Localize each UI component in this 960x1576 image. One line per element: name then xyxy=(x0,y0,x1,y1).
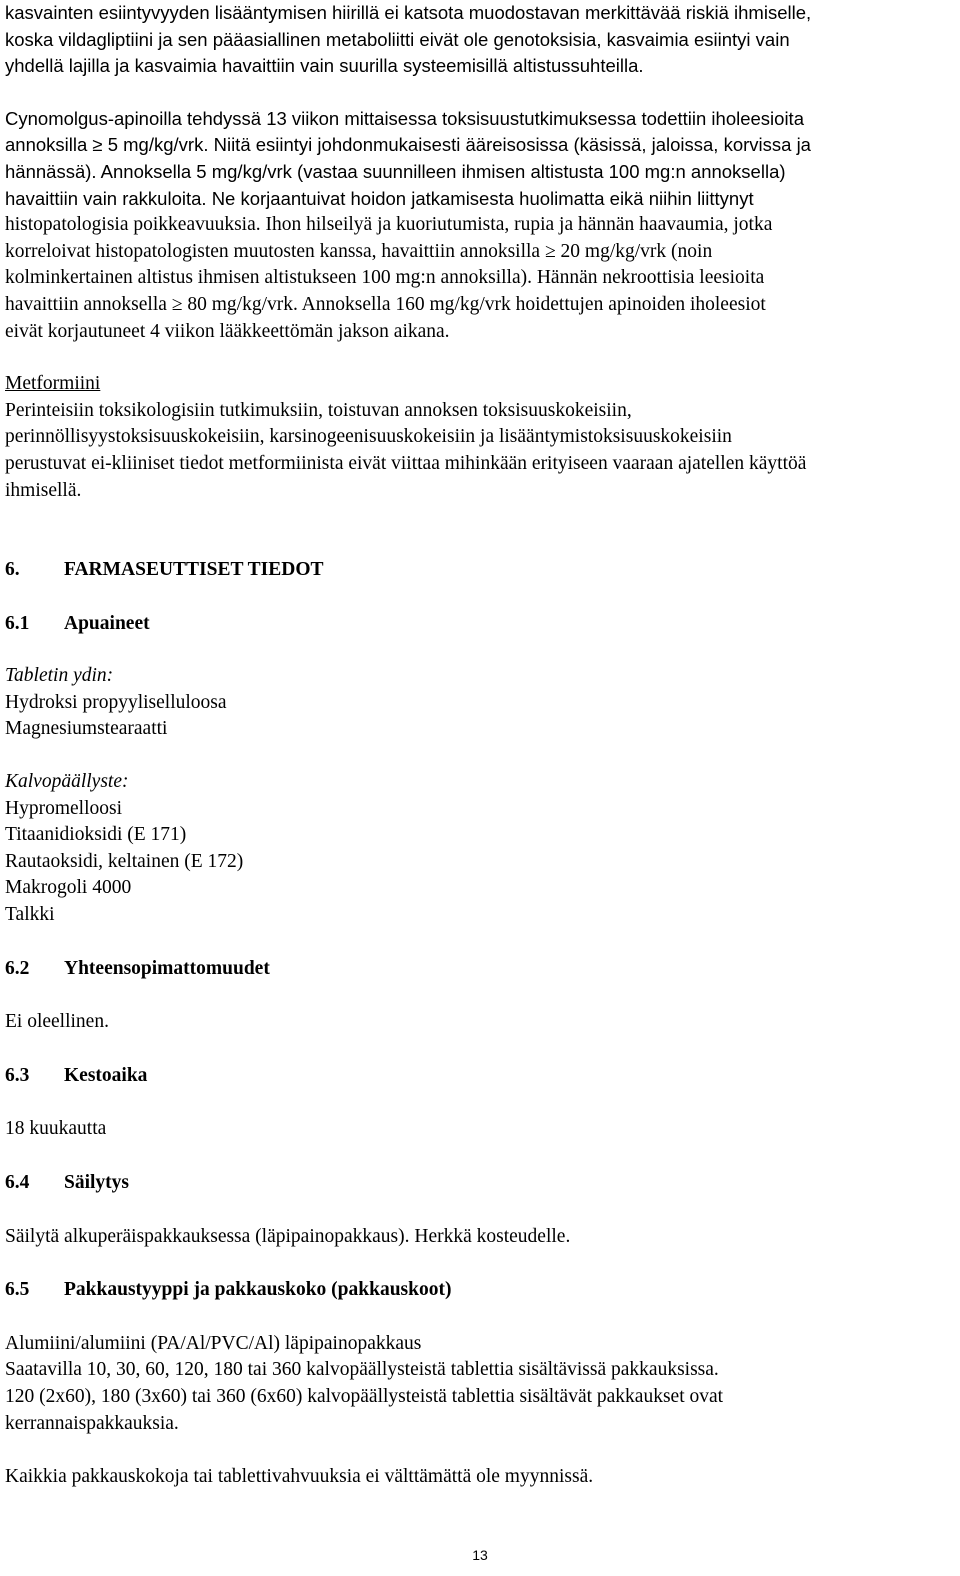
text-line: perustuvat ei-kliiniset tiedot metformiinista eivät viittaa mihinkään erityiseen vaaraan ajatellen käyttöä xyxy=(5,452,807,474)
section-6-4-heading xyxy=(5,1170,955,1197)
text-line: kerrannaispakkauksia. xyxy=(5,1412,179,1434)
text-line: koska vildagliptiini ja sen pääasiallinen metaboliitti eivät ole genotoksisia, kasvaimia esiintyi vain xyxy=(5,28,790,50)
section-title: Apuaineet xyxy=(64,612,150,634)
text-line: Saatavilla 10, 30, 60, 120, 180 tai 360 kalvopäällysteistä tablettia sisältävissä pakkauksissa. xyxy=(5,1359,719,1381)
core-label: Tabletin ydin: xyxy=(5,665,114,687)
page-number: 13 xyxy=(472,1547,488,1563)
document-page xyxy=(5,0,955,1491)
text-line: ihmisellä. xyxy=(5,479,82,501)
text-line: perinnöllisyystoksisuuskokeisiin, karsinogeenisuuskokeisiin ja lisääntymistoksisuuskokeisiin xyxy=(5,426,732,448)
text-line: annoksilla ≥ 5 mg/kg/vrk. Niitä esiintyi johdonmukaisesti ääreisosissa (käsissä, jaloissa, korvissa ja xyxy=(5,134,811,156)
list-item: Magnesiumstearaatti xyxy=(5,718,168,740)
core-items xyxy=(5,690,955,743)
list-item: Hydroksi propyyliselluloosa xyxy=(5,691,227,713)
section-number: 6.3 xyxy=(5,1064,30,1086)
section-title: Säilytys xyxy=(64,1172,130,1193)
section-title: Pakkaustyyppi ja pakkauskoko (pakkauskoot) xyxy=(64,1279,452,1301)
text-line: Perinteisiin toksikologisiin tutkimuksiin, toistuvan annoksen toksisuuskokeisiin, xyxy=(5,399,632,421)
section-number: 6.2 xyxy=(5,957,30,979)
coating-label: Kalvopäällyste: xyxy=(5,771,129,793)
section-6-3-text: 18 kuukautta xyxy=(5,1118,107,1140)
text-line: kasvainten esiintyvyyden lisääntymisen hiirillä ei katsota muodostavan merkittävää riskiä ihmiselle, xyxy=(5,2,812,23)
section-number: 6. xyxy=(5,559,20,581)
text-line: korreloivat histopatologisten muutosten kanssa, havaittiin annoksilla ≥ 20 mg/kg/vrk (noin xyxy=(5,240,713,262)
section-title: FARMASEUTTISET TIEDOT xyxy=(64,559,324,581)
section-6-4-text: Säilytä alkuperäispakkauksessa (läpipainopakkaus). Herkkä kosteudelle. xyxy=(5,1225,571,1247)
list-item: Makrogoli 4000 xyxy=(5,877,132,899)
text-line: hännässä). Annoksella 5 mg/kg/vrk (vastaa suunnilleen ihmisen altistusta 100 mg:n annoksella) xyxy=(5,160,786,182)
section-6-3-heading xyxy=(5,1063,955,1090)
text-line: havaittiin annoksella ≥ 80 mg/kg/vrk. Annoksella 160 mg/kg/vrk hoidettujen apinoiden iholeesiot xyxy=(5,293,766,315)
section-number: 6.5 xyxy=(5,1279,30,1301)
list-item: Hypromelloosi xyxy=(5,797,122,819)
section-number: 6.1 xyxy=(5,612,30,634)
metformin-subheading: Metformiini xyxy=(5,373,101,395)
text-line: Cynomolgus-apinoilla tehdyssä 13 viikon mittaisessa toksisuustutkimuksessa todettiin iholeesioita xyxy=(5,107,804,129)
list-item: Talkki xyxy=(5,904,55,926)
coating-items xyxy=(5,796,955,929)
text-line: Alumiini/alumiini (PA/Al/PVC/Al) läpipainopakkaus xyxy=(5,1332,422,1354)
text-line: histopatologisia poikkeavuuksia. Ihon hilseilyä ja kuoriutumista, rupia ja hännän haavaumia, jotka xyxy=(5,214,773,236)
section-number: 6.4 xyxy=(5,1172,30,1193)
list-item: Titaanidioksidi (E 171) xyxy=(5,824,187,846)
vildagliptin-paragraph xyxy=(5,0,955,80)
section-6-5-text xyxy=(5,1331,955,1437)
text-line: yhdellä lajilla ja kasvaimia havaittiin vain suurilla systeemisillä altistussuhteilla. xyxy=(5,55,644,77)
section-6-5-heading xyxy=(5,1277,955,1304)
text-line: kolminkertainen altistus ihmisen altistukseen 100 mg:n annoksilla). Hännän nekroottisia leesioita xyxy=(5,267,765,289)
section-title: Kestoaika xyxy=(64,1064,148,1086)
text-line: eivät korjautuneet 4 viikon lääkkeettömän jakson aikana. xyxy=(5,320,450,342)
text-line: 120 (2x60), 180 (3x60) tai 360 (6x60) kalvopäällysteistä tablettia sisältävät pakkaukset ovat xyxy=(5,1385,724,1407)
section-6-heading xyxy=(5,557,955,584)
cynomolgus-paragraph xyxy=(5,106,955,345)
section-6-2-heading xyxy=(5,956,955,983)
text-line: havaittiin vain rakkuloita. Ne korjaantuivat hoidon jatkamisesta huolimatta eikä niihin liittynyt xyxy=(5,187,754,209)
metformin-paragraph xyxy=(5,398,955,504)
list-item: Rautaoksidi, keltainen (E 172) xyxy=(5,850,244,872)
section-6-1-heading xyxy=(5,611,955,638)
section-6-2-text: Ei oleellinen. xyxy=(5,1011,109,1033)
section-title: Yhteensopimattomuudet xyxy=(64,957,270,979)
section-6-5-note: Kaikkia pakkauskokoja tai tablettivahvuuksia ei välttämättä ole myynnissä. xyxy=(5,1466,594,1488)
